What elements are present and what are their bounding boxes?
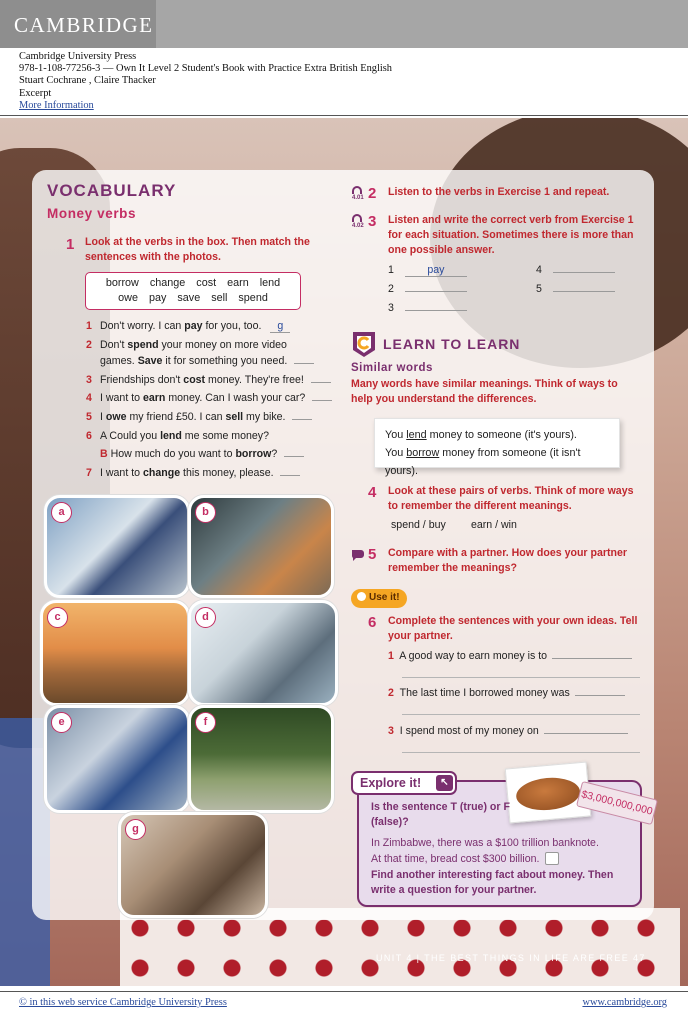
sentence-6b: B How much do you want to borrow? xyxy=(86,448,304,460)
ex3-item-1: 1 pay xyxy=(388,264,467,277)
ex3-answer-5[interactable] xyxy=(553,291,615,292)
ex3-answer-3[interactable] xyxy=(405,310,467,311)
header-divider xyxy=(0,115,688,116)
section-title-vocabulary: VOCABULARY xyxy=(47,181,177,200)
answer-blank[interactable] xyxy=(311,382,331,383)
headphones-icon[interactable]: 4.02 xyxy=(352,214,364,229)
isbn-title: 978-1-108-77256-3 — Own It Level 2 Student's Book with Practice Extra British English xyxy=(19,63,392,75)
verb-box xyxy=(85,272,301,310)
sentence-6a: 6 A Could you lend me some money? xyxy=(86,430,269,442)
verb-row-2 xyxy=(86,291,300,306)
ex6-item-2: 2 The last time I borrowed money was xyxy=(388,687,642,699)
explore-it-tab: Explore it! ↖ xyxy=(351,771,457,795)
book-metadata xyxy=(19,51,392,112)
cursor-icon: ↖ xyxy=(436,775,453,791)
answer-line[interactable] xyxy=(402,677,640,678)
verb-row-1 xyxy=(86,276,300,291)
answer-line[interactable] xyxy=(402,752,640,753)
explore-fact-2: At that time, bread cost $300 billion. xyxy=(371,851,639,867)
explore-task: Find another interesting fact about money. Then write a question for your partner. xyxy=(371,869,614,896)
ex6-answer-2[interactable] xyxy=(575,695,625,696)
exercise-2-number: 2 xyxy=(368,185,377,202)
photo-c-friends-sunset: c xyxy=(40,600,190,706)
explore-question: Is the sentence T (true) or F (false)? xyxy=(371,801,510,828)
answer-blank[interactable] xyxy=(292,419,312,420)
exercise-4-instruction: Look at these pairs of verbs. Think of more ways to remember the different meanings. xyxy=(388,485,634,512)
similar-words-subtitle: Similar words xyxy=(351,362,433,374)
answer-line[interactable] xyxy=(402,714,640,715)
ex3-item-5: 5 xyxy=(536,283,615,295)
learn-to-learn-text: Many words have similar meanings. Think of ways to help you understand the differences. xyxy=(351,378,618,405)
exercise-5-instruction: Compare with a partner. How does your partner remember the meanings? xyxy=(388,547,627,574)
sentence-3: 3 Friendships don't cost money. They're free! xyxy=(86,374,331,386)
more-information-link[interactable]: More Information xyxy=(19,99,94,111)
ex3-answer-1[interactable]: pay xyxy=(405,264,467,277)
lightbulb-icon xyxy=(357,592,366,601)
ex3-answer-4[interactable] xyxy=(553,272,615,273)
headphones-icon[interactable]: 4.01 xyxy=(352,186,364,201)
verb-word: save xyxy=(177,292,201,304)
unit-page-footer: UNIT 4 | THE BEST THINGS IN LIFE ARE FREE 47 xyxy=(376,953,646,963)
answer-blank[interactable] xyxy=(284,456,304,457)
ex3-item-4: 4 xyxy=(536,264,615,276)
verb-word: earn xyxy=(227,277,249,289)
ex6-answer-3[interactable] xyxy=(544,733,628,734)
answer-blank[interactable] xyxy=(280,475,300,476)
publisher-name: Cambridge University Press xyxy=(19,51,137,62)
exercise-1-instruction: Look at the verbs in the box. Then match the sentences with the photos. xyxy=(85,236,310,263)
sentence-4: 4 I want to earn money. Can I wash your car? xyxy=(86,392,332,404)
ex3-answer-2[interactable] xyxy=(405,291,467,292)
photo-d-boys-money: d xyxy=(188,600,338,706)
verb-pair-1: spend / buy xyxy=(391,519,446,531)
ex6-item-1: 1 A good way to earn money is to xyxy=(388,650,642,662)
sentence-2: 2 Don't spend your money on more video xyxy=(86,339,287,351)
verb-word: owe xyxy=(118,292,138,304)
photo-g-cafe-payment: g xyxy=(118,812,268,918)
ex6-item-3: 3 I spend most of my money on xyxy=(388,725,642,737)
photo-a-currency-exchange: a xyxy=(44,495,190,598)
exercise-3-number: 3 xyxy=(368,213,377,230)
lend-borrow-example-card xyxy=(374,418,620,477)
ex6-answer-1[interactable] xyxy=(552,658,632,659)
sentence-2-cont: games. Save it for something you need. xyxy=(86,355,314,367)
true-false-checkbox[interactable] xyxy=(545,852,559,865)
photo-e-shop-counter: e xyxy=(44,705,190,813)
excerpt-label: Excerpt xyxy=(19,87,52,99)
exercise-6-instruction: Complete the sentences with your own ideas. Tell your partner. xyxy=(388,615,638,642)
verb-word: pay xyxy=(148,292,167,304)
ex3-item-3: 3 xyxy=(388,302,467,314)
footer-divider xyxy=(0,991,688,992)
verb-word: lend xyxy=(259,277,281,289)
verb-word: cost xyxy=(196,277,217,289)
learn-to-learn-title: LEARN TO LEARN xyxy=(383,336,521,352)
exercise-5-number: 5 xyxy=(368,546,377,563)
sentence-7: 7 I want to change this money, please. xyxy=(86,467,300,479)
verb-word: change xyxy=(149,277,186,289)
learn-to-learn-icon xyxy=(351,330,377,358)
section-subtitle: Money verbs xyxy=(47,206,137,221)
pair-work-icon xyxy=(351,549,365,561)
verb-word: sell xyxy=(211,292,228,304)
sentence-5: 5 I owe my friend £50. I can sell my bike. xyxy=(86,411,312,423)
authors: Stuart Cochrane , Claire Thacker xyxy=(19,75,156,87)
verb-word: borrow xyxy=(105,277,139,289)
exercise-6-number: 6 xyxy=(368,614,377,631)
price-tag: $3,000,000,000 xyxy=(576,781,658,825)
answer-blank[interactable] xyxy=(294,363,314,364)
cambridge-logo: CAMBRIDGE xyxy=(0,0,156,48)
exercise-4-number: 4 xyxy=(368,484,377,501)
verb-word: spend xyxy=(238,292,268,304)
exercise-2-instruction: Listen to the verbs in Exercise 1 and repeat. xyxy=(388,186,610,198)
use-it-badge: Use it! xyxy=(351,589,407,608)
copyright-link[interactable]: © in this web service Cambridge University Press xyxy=(19,997,227,1008)
sentence-1: 1 Don't worry. I can pay for you, too. g xyxy=(86,320,290,333)
ex3-item-2: 2 xyxy=(388,283,467,295)
lend-example: You lend money to someone (it's yours). xyxy=(385,429,577,441)
explore-fact-1: In Zimbabwe, there was a $100 trillion banknote. xyxy=(371,837,599,849)
answer-blank[interactable] xyxy=(312,400,332,401)
answer-blank[interactable]: g xyxy=(270,320,290,333)
photo-b-car-wash: b xyxy=(188,495,334,598)
exercise-1-number: 1 xyxy=(66,236,75,253)
cambridge-website-link[interactable]: www.cambridge.org xyxy=(582,997,667,1008)
exercise-3-instruction: Listen and write the correct verb from Exercise 1 for each situation. Sometimes there is more than one possible answer. xyxy=(388,214,634,256)
verb-pair-2: earn / win xyxy=(471,519,517,531)
borrow-example: You borrow money from someone (it isn't yours). xyxy=(385,447,581,477)
photo-f-girl-bicycle: f xyxy=(188,705,334,813)
